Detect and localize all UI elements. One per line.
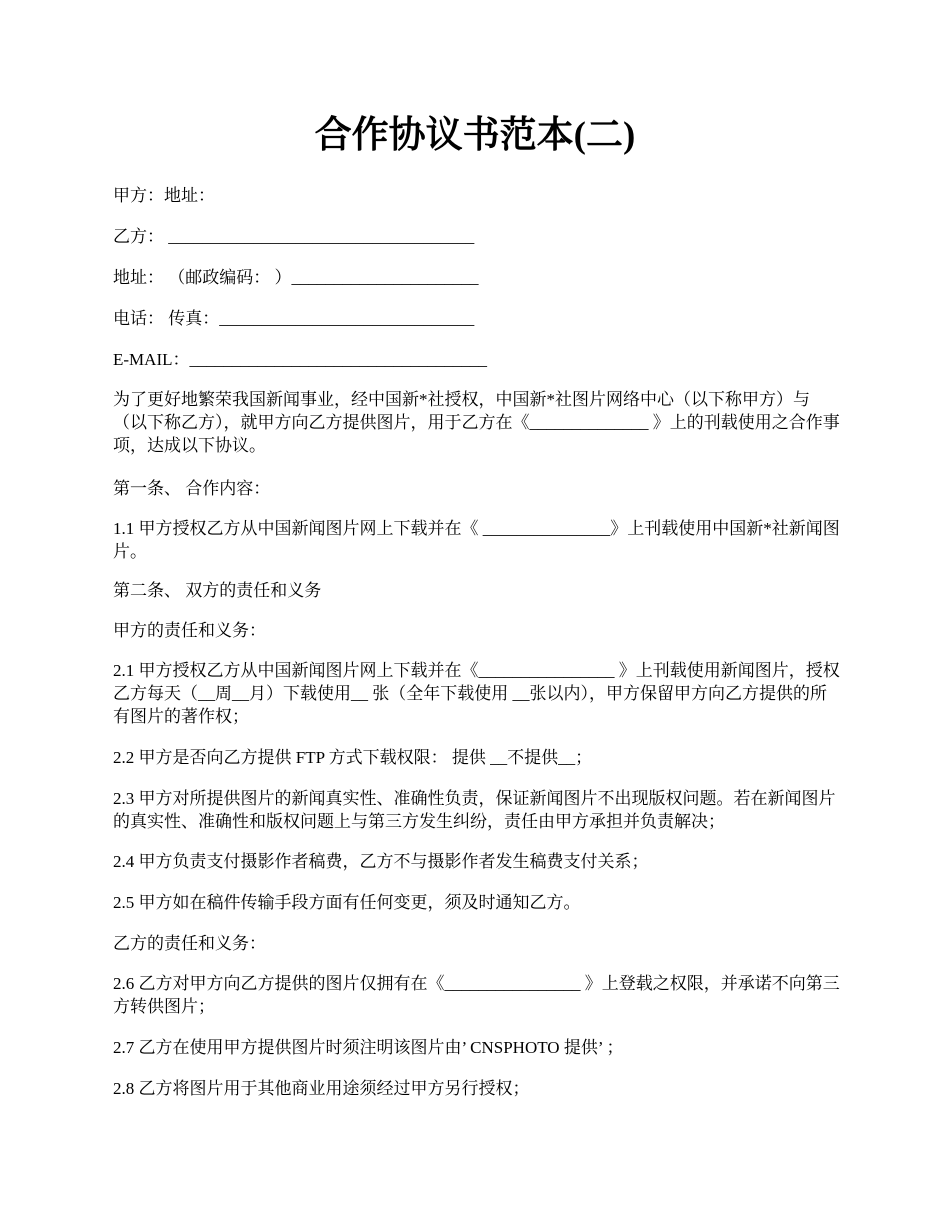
party-a-line: 甲方：地址： <box>113 186 215 205</box>
phone-fax-line: 电话： 传真：______________________________ <box>113 309 475 328</box>
clause-2-7: 2.7 乙方在使用甲方提供图片时须注明该图片由’ CNSPHOTO 提供’ ； <box>113 1038 624 1057</box>
party-a-duties-heading: 甲方的责任和义务： <box>113 621 266 640</box>
article-2-heading: 第二条、 双方的责任和义务 <box>113 581 322 600</box>
party-b-line: 乙方： ____________________________________ <box>113 227 475 246</box>
clause-1-1: 1.1 甲方授权乙方从中国新闻图片网上下载并在《 _______________》上刊载使用中国新*社新闻图片。 <box>113 519 840 561</box>
party-b-duties-heading: 乙方的责任和义务： <box>113 934 266 953</box>
clause-2-1: 2.1 甲方授权乙方从中国新闻图片网上下载并在《________________ 》上刊载使用新闻图片，授权乙方每天（__周__月）下载使用__ 张（全年下载使用 __张以内），甲方保留甲方向乙方提供的所有图片的著作权； <box>113 661 840 726</box>
address-line: 地址： （邮政编码： ）______________________ <box>113 268 479 287</box>
clause-2-2: 2.2 甲方是否向乙方提供 FTP 方式下载权限： 提供 __不提供__； <box>113 748 593 767</box>
clause-2-4: 2.4 甲方负责支付摄影作者稿费，乙方不与摄影作者发生稿费支付关系； <box>113 852 649 871</box>
clause-2-6: 2.6 乙方对甲方向乙方提供的图片仅拥有在《________________ 》上登载之权限，并承诺不向第三方转供图片； <box>113 974 840 1016</box>
clause-2-8: 2.8 乙方将图片用于其他商业用途须经过甲方另行授权； <box>113 1079 530 1098</box>
document-title: 合作协议书范本(二) <box>314 115 636 156</box>
article-1-heading: 第一条、 合作内容： <box>113 479 271 498</box>
clause-2-3: 2.3 甲方对所提供图片的新闻真实性、准确性负责，保证新闻图片不出现版权问题。若在新闻图片的真实性、准确性和版权问题上与第三方发生纠纷，责任由甲方承担并负责解决； <box>113 789 836 831</box>
preamble-paragraph: 为了更好地繁荣我国新闻事业，经中国新*社授权，中国新*社图片网络中心（以下称甲方）与 （以下称乙方），就甲方向乙方提供图片，用于乙方在《______________ 》上的刊载使用之合作事项，达成以下协议。 <box>113 390 840 455</box>
clause-2-5: 2.5 甲方如在稿件传输手段方面有任何变更，须及时通知乙方。 <box>113 893 581 912</box>
email-line: E-MAIL：___________________________________ <box>113 350 487 369</box>
